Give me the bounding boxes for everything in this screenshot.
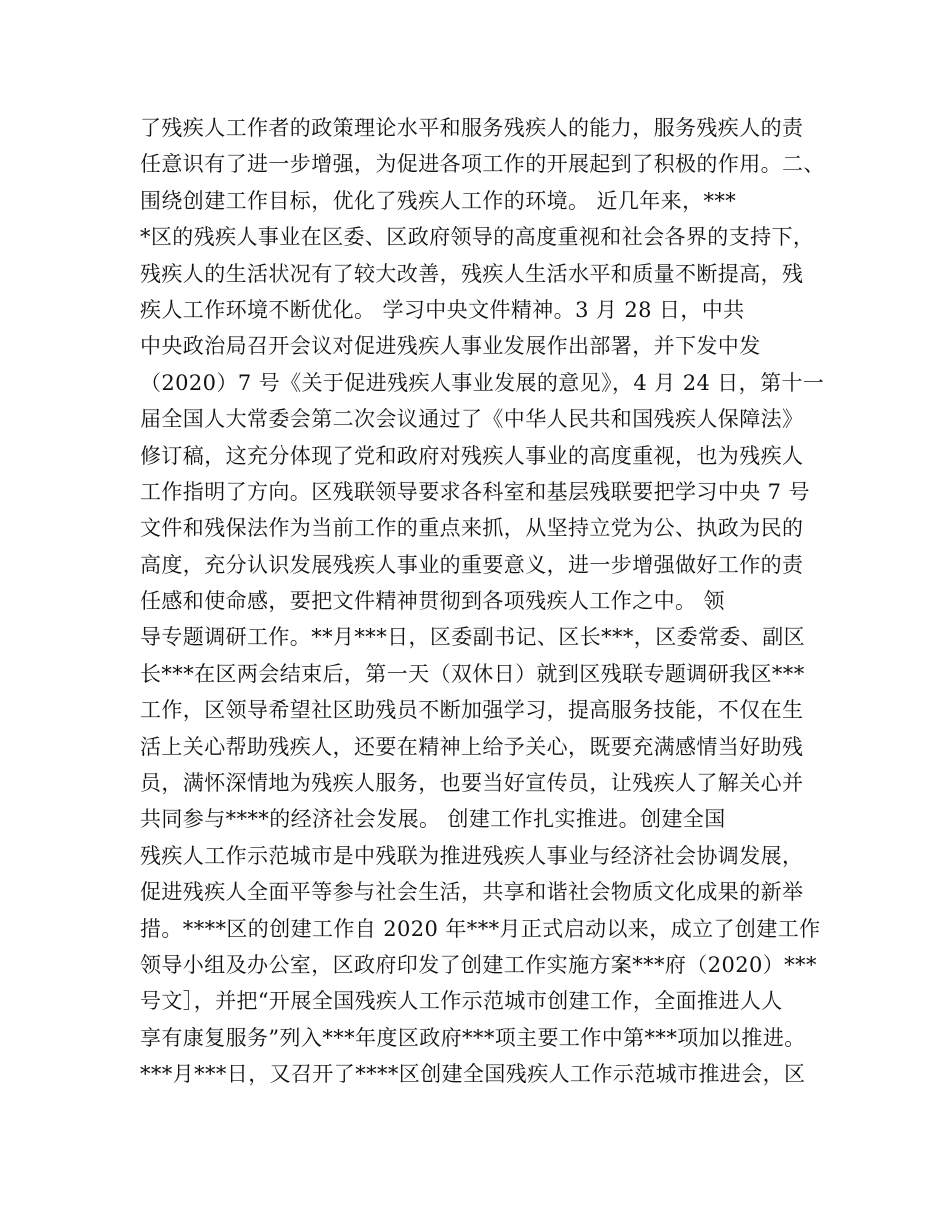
text-line: ***月***日，又召开了****区创建全国残疾人工作示范城市推进会，区 (140, 1062, 806, 1087)
text-line: 任感和使命感，要把文件精神贯彻到各项残疾人工作之中。 领 (140, 589, 725, 614)
text-line: 工作指明了方向。区残联领导要求各科室和基层残联要把学习中央 7 号 (140, 479, 810, 504)
text-line: 措。****区的创建工作自 2020 年***月正式启动以来，成立了创建工作 (140, 916, 821, 941)
text-line: 残疾人工作示范城市是中残联为推进残疾人事业与经济社会协调发展， (140, 843, 804, 868)
text-line: 号文］，并把“开展全国残疾人工作示范城市创建工作，全面推进人人 (140, 989, 783, 1014)
text-line: 共同参与****的经济社会发展。 创建工作扎实推进。创建全国 (140, 807, 726, 832)
text-line: 了残疾人工作者的政策理论水平和服务残疾人的能力，服务残疾人的责 (140, 116, 804, 140)
text-line: 工作，区领导希望社区助残员不断加强学习，提高服务技能，不仅在生 (140, 698, 804, 723)
text-line: 疾人工作环境不断优化。 学习中央文件精神。3 月 28 日，中共 (140, 297, 745, 322)
text-line: （2020）7 号《关于促进残疾人事业发展的意见》，4 月 24 日，第十一 (140, 370, 825, 395)
text-line: 文件和残保法作为当前工作的重点来抓，从坚持立党为公、执政为民的 (140, 516, 804, 541)
text-line: 长***在区两会结束后，第一天（双休日）就到区残联专题调研我区*** (140, 661, 805, 686)
text-line: 围绕创建工作目标，优化了残疾人工作的环境。 近几年来，*** (140, 188, 737, 213)
text-line: 任意识有了进一步增强，为促进各项工作的开展起到了积极的作用。二、 (140, 152, 825, 177)
text-line: 导专题调研工作。**月***日，区委副书记、区长***，区委常委、副区 (140, 625, 805, 650)
text-line: 届全国人大常委会第二次会议通过了《中华人民共和国残疾人保障法》 (140, 407, 804, 432)
text-line: 中央政治局召开会议对促进残疾人事业发展作出部署，并下发中发 (140, 334, 761, 359)
text-line: *区的残疾人事业在区委、区政府领导的高度重视和社会各界的支持下， (140, 225, 815, 250)
text-line: 活上关心帮助残疾人，还要在精神上给予关心，既要充满感情当好助残 (140, 734, 804, 759)
text-line: 促进残疾人全面平等参与社会生活，共享和谐社会物质文化成果的新举 (140, 880, 804, 905)
text-line: 残疾人的生活状况有了较大改善，残疾人生活水平和质量不断提高，残 (140, 261, 804, 286)
text-line: 领导小组及办公室，区政府印发了创建工作实施方案***府（2020）*** (140, 952, 817, 977)
text-line: 修订稿，这充分体现了党和政府对残疾人事业的高度重视，也为残疾人 (140, 443, 804, 468)
text-line: 高度，充分认识发展残疾人事业的重要意义，进一步增强做好工作的责 (140, 552, 804, 577)
text-line: 员，满怀深情地为残疾人服务，也要当好宣传员，让残疾人了解关心并 (140, 771, 804, 796)
body-text (140, 110, 830, 1093)
text-line: 享有康复服务”列入***年度区政府***项主要工作中第***项加以推进。 (140, 1025, 806, 1050)
